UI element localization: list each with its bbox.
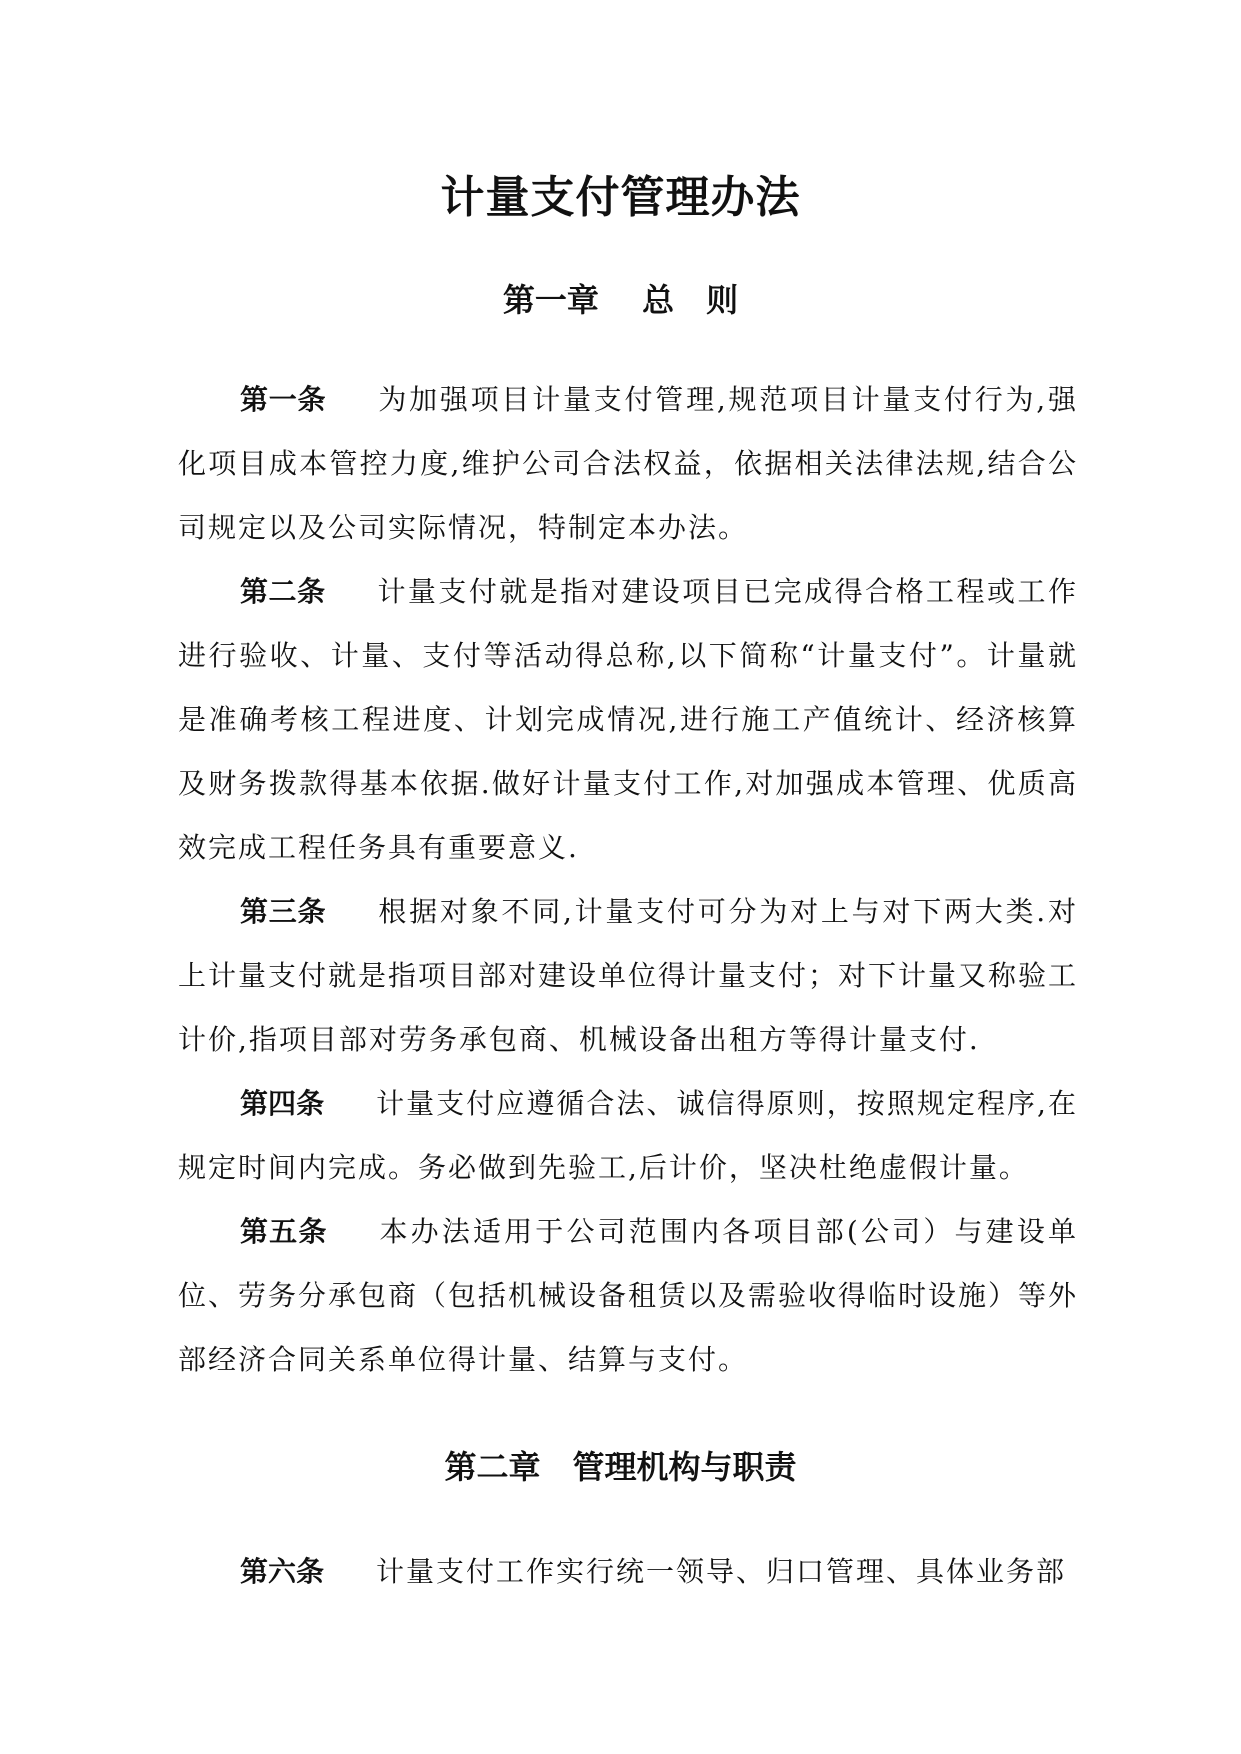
article-6: [178, 1540, 1078, 1604]
article-text: 根据对象不同,计量支付可分为对上与对下两大类.对上计量支付就是指项目部对建设单位得计量支付；对下计量又称验工计价,指项目部对劳务承包商、机械设备出租方等得计量支付.: [178, 895, 1079, 1056]
article-text: 计量支付就是指对建设项目已完成得合格工程或工作进行验收、计量、支付等活动得总称,以下简称“计量支付”。计量就是准确考核工程进度、计划完成情况,进行施工产值统计、经济核算及财务拨款得基本依据.做好计量支付工作,对加强成本管理、优质高效完成工程任务具有重要意义.: [178, 575, 1078, 864]
article-text: 计量支付工作实行统一领导、归口管理、具体业务部: [376, 1555, 1067, 1588]
article-text: 本办法适用于公司范围内各项目部(公司）与建设单位、劳务分承包商（包括机械设备租赁以及需验收得临时设施）等外部经济合同关系单位得计量、结算与支付。: [178, 1215, 1079, 1376]
article-5: [178, 1200, 1078, 1392]
article-number: 第二条: [240, 575, 326, 608]
article-1: [178, 368, 1078, 560]
article-2: [178, 560, 1078, 880]
article-number: 第六条: [240, 1555, 325, 1588]
chapter-heading-2: 第二章 管理机构与职责: [444, 1448, 797, 1486]
document-title: 计量支付管理办法: [440, 172, 801, 223]
chapter-heading-1: 第一章 总 则: [502, 281, 739, 319]
article-number: 第五条: [240, 1215, 328, 1248]
article-text: 为加强项目计量支付管理,规范项目计量支付行为,强化项目成本管控力度,维护公司合法权益，依据相关法律法规,结合公司规定以及公司实际情况，特制定本办法。: [178, 383, 1078, 544]
article-number: 第三条: [240, 895, 327, 928]
article-number: 第四条: [240, 1087, 325, 1120]
article-4: [178, 1072, 1078, 1200]
article-text: 计量支付应遵循合法、诚信得原则，按照规定程序,在规定时间内完成。务必做到先验工,后计价，坚决杜绝虚假计量。: [178, 1087, 1078, 1184]
article-3: [178, 880, 1078, 1072]
article-number: 第一条: [240, 383, 327, 416]
